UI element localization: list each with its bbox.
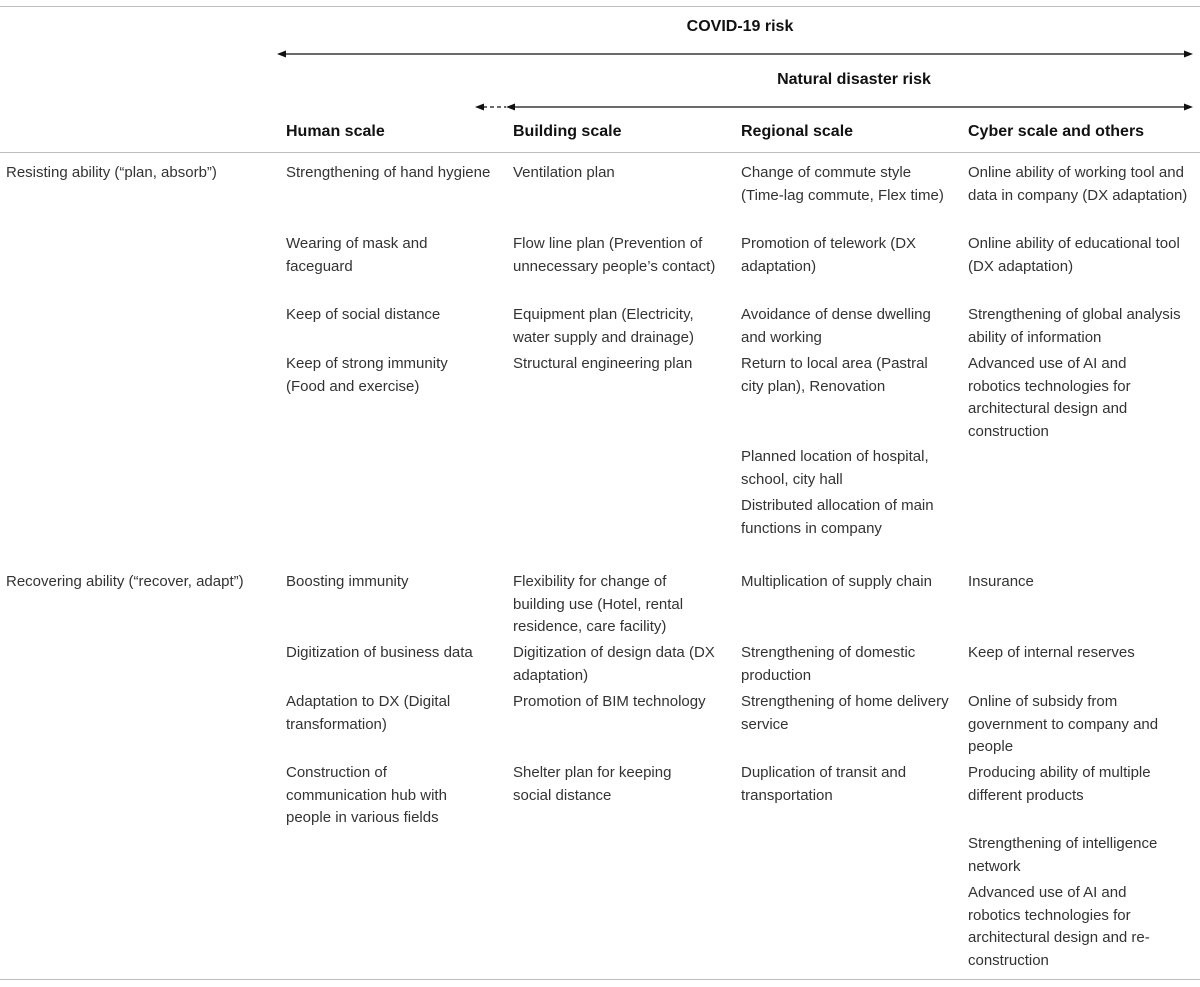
- table-cell: Wearing of mask and faceguard: [286, 235, 428, 275]
- table-cell: Duplication of transit and transportation: [741, 764, 907, 804]
- table-cell: Ventilation plan: [513, 164, 615, 181]
- table-cell: Shelter plan for keeping social distance: [513, 764, 672, 804]
- table-cell: Construction of communication hub with people in various fields: [286, 764, 447, 826]
- table-cell: Strengthening of domestic production: [741, 644, 916, 684]
- bottom-rule: [0, 979, 1200, 980]
- column-header-cyber-scale: Cyber scale and others: [968, 123, 1145, 140]
- table-cell: Avoidance of dense dwelling and working: [741, 306, 931, 346]
- table-cell: Online ability of working tool and data in company (DX adaptation): [968, 164, 1188, 204]
- table-cell: Adaptation to DX (Digital transformation): [286, 693, 451, 733]
- table-cell: Flow line plan (Prevention of unnecessary people’s contact): [513, 235, 716, 275]
- table-cell: Boosting immunity: [286, 573, 409, 590]
- table-cell: Promotion of telework (DX adaptation): [741, 235, 917, 275]
- table-cell: Planned location of hospital, school, city hall: [741, 448, 929, 488]
- table-cell: Flexibility for change of building use (Hotel, rental residence, care facility): [513, 573, 684, 635]
- table-cell: Insurance: [968, 573, 1034, 590]
- table-cell: Advanced use of AI and robotics technologies for architectural design and construction: [968, 355, 1131, 440]
- table-cell: Strengthening of home delivery service: [741, 693, 949, 733]
- table-cell: Producing ability of multiple different products: [968, 764, 1151, 804]
- covid-risk-label: COVID-19 risk: [686, 18, 794, 35]
- row-label-recovering: Recovering ability (“recover, adapt”): [6, 573, 244, 590]
- table-cell: Change of commute style (Time-lag commute, Flex time): [741, 164, 944, 204]
- covid-risk-arrow: [277, 51, 1193, 58]
- table-cell: Keep of social distance: [286, 306, 441, 323]
- table-cell: Online of subsidy from government to company and people: [968, 693, 1159, 755]
- column-header-human-scale: Human scale: [286, 123, 385, 140]
- risk-arrows: [0, 0, 1200, 130]
- header-rule: [0, 152, 1200, 153]
- table-cell: Strengthening of hand hygiene: [286, 164, 491, 181]
- table-cell: Digitization of business data: [286, 644, 473, 661]
- table-cell: Strengthening of global analysis ability of information: [968, 306, 1181, 346]
- natural-disaster-risk-arrow: [475, 104, 1193, 111]
- table-cell: Advanced use of AI and robotics technologies for architectural design and re-construction: [968, 884, 1150, 969]
- column-header-building-scale: Building scale: [513, 123, 622, 140]
- natural-disaster-risk-label: Natural disaster risk: [777, 71, 931, 88]
- table-cell: Promotion of BIM technology: [513, 693, 706, 710]
- table-cell: Keep of strong immunity (Food and exercise): [286, 355, 448, 395]
- table-cell: Structural engineering plan: [513, 355, 693, 372]
- row-label-resisting: Resisting ability (“plan, absorb”): [6, 164, 217, 181]
- table-cell: Online ability of educational tool (DX adaptation): [968, 235, 1180, 275]
- table-cell: Equipment plan (Electricity, water supply and drainage): [513, 306, 694, 346]
- table-cell: Keep of internal reserves: [968, 644, 1135, 661]
- table-cell: Digitization of design data (DX adaptation): [513, 644, 715, 684]
- table-cell: Strengthening of intelligence network: [968, 835, 1158, 875]
- table-cell: Return to local area (Pastral city plan), Renovation: [741, 355, 928, 395]
- table-cell: Multiplication of supply chain: [741, 573, 932, 590]
- table-cell: Distributed allocation of main functions in company: [741, 497, 934, 537]
- column-header-regional-scale: Regional scale: [741, 123, 854, 140]
